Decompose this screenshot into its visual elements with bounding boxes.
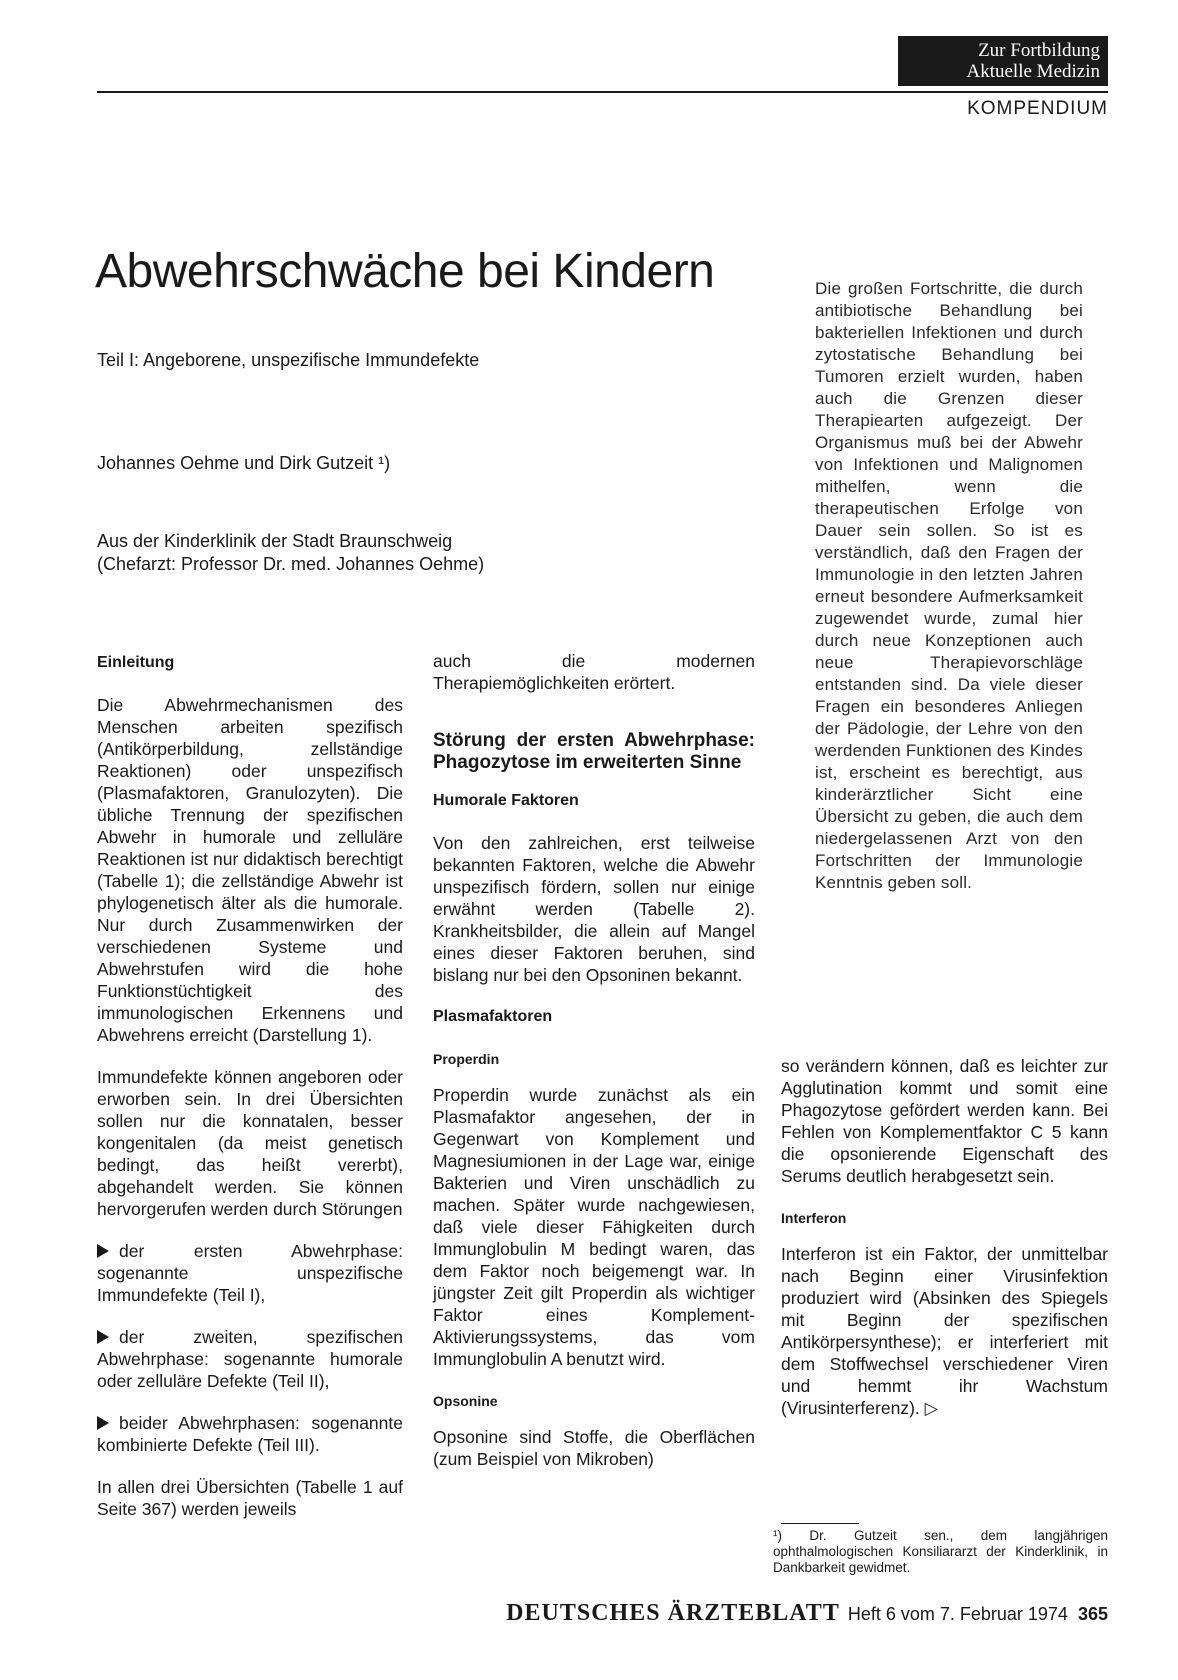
paragraph: Die Abwehrmechanismen des Menschen arbeiten spezifisch (Antikörperbildung, zellständige Reaktionen) oder unspezifisch (Plasmafaktoren, Granulozyten). Die übliche Trennung der spezifischen Abwehr in humorale und zelluläre Reaktionen ist nur didaktisch berechtigt (Tabelle 1); die zellständige Abwehr ist phylogenetisch älter als die humorale. Nur durch Zusammenwirken der verschiedenen Systeme und Abwehrstufen wird die hohe Funktionstüchtigkeit des immunologischen Erkennens und Abwehrens erreicht (Darstellung 1). [97, 695, 403, 1045]
paragraph: auch die modernen Therapiemöglichkeiten erörtert. [433, 651, 755, 693]
list-item [97, 1240, 403, 1306]
page-footer [468, 1600, 1108, 1627]
paragraph: Properdin wurde zunächst als ein Plasmafaktor angesehen, der in Gegenwart von Komplement und Magnesiumionen in der Lage war, einige Bakterien und Viren unschädlich zu machen. Später wurde nachgewiesen, daß viele dieser Fähigkeiten durch Immunglobulin M bedingt waren, das dem Faktor noch beigemengt war. In jüngster Zeit gilt Properdin als wichtiger Faktor eines Komplement-Aktivierungssystems, das vom Immunglobulin A benutzt wird. [433, 1085, 755, 1369]
issue-info: Heft 6 vom 7. Februar 1974 [847, 1604, 1068, 1624]
article-authors: Johannes Oehme und Dirk Gutzeit ¹) [97, 453, 391, 473]
article-title: Abwehrschwäche bei Kindern [95, 245, 715, 298]
heading-einleitung: Einleitung [97, 654, 175, 671]
article-affiliation [97, 530, 484, 576]
paragraph: Immundefekte können angeboren oder erworben sein. In drei Übersichten sollen nur die konnatalen, besser kongenitalen (da meist genetisch bedingt, das heißt vererbt), abgehandelt werden. Sie können hervorgerufen werden durch Störungen [97, 1067, 403, 1219]
article-subtitle: Teil I: Angeborene, unspezifische Immundefekte [97, 350, 480, 370]
heading-stoerung: Störung der ersten Abwehrphase: Phagozytose im erweiterten Sinne [433, 730, 755, 773]
list-item [97, 1412, 403, 1456]
section-badge [898, 36, 1108, 86]
badge-line-1: Zur Fortbildung [978, 40, 1100, 61]
paragraph [781, 1243, 1108, 1419]
heading-plasmafaktoren: Plasmafaktoren [433, 1008, 553, 1025]
continue-arrow-icon: ▷ [924, 1398, 939, 1418]
section-label: KOMPENDIUM [967, 98, 1108, 119]
paragraph: Opsonine sind Stoffe, die Oberflächen (zum Beispiel von Mikroben) [433, 1427, 755, 1469]
column-2 [433, 650, 755, 1490]
footnote: ¹) Dr. Gutzeit sen., dem langjährigen ophthalmologischen Konsiliararzt der Kinderklinik, in Dankbarkeit gewidmet. [773, 1528, 1108, 1575]
paragraph-text: Interferon ist ein Faktor, der unmittelbar nach Beginn einer Virusinfektion produziert wird (Absinken des Spiegels mit Beginn der spezifischen Antikörpersynthese); er interferiert mit dem Stoffwechsel verschiedener Viren und hemmt ihr Wachstum (Virusinterferenz). [781, 1244, 1108, 1418]
footnote-rule [781, 1523, 859, 1524]
triangle-bullet-icon [97, 1330, 109, 1344]
header-rule [97, 91, 1108, 93]
paragraph: so verändern können, daß es leichter zur Agglutination kommt und somit eine Phagozytose gefördert werden kann. Bei Fehlen von Komplementfaktor C 5 kann die opsonierende Eigenschaft des Serums deutlich herabgesetzt sein. [781, 1056, 1108, 1186]
journal-name: DEUTSCHES ÄRZTEBLATT [506, 1600, 840, 1626]
triangle-bullet-icon [97, 1244, 109, 1258]
heading-properdin: Properdin [433, 1051, 500, 1067]
affiliation-line-2: (Chefarzt: Professor Dr. med. Johannes Oehme) [97, 554, 485, 574]
affiliation-line-1: Aus der Kinderklinik der Stadt Braunschweig [97, 531, 453, 551]
paragraph: In allen drei Übersichten (Tabelle 1 auf Seite 367) werden jeweils [97, 1477, 403, 1519]
column-3 [781, 1055, 1108, 1439]
paragraph: Von den zahlreichen, erst teilweise bekannten Faktoren, welche die Abwehr unspezifisch fördern, sollen nur einige erwähnt werden (Tabelle 2). Krankheitsbilder, die allein auf Mangel eines dieser Faktoren beruhen, sind bislang nur bei den Opsoninen bekannt. [433, 833, 755, 985]
heading-opsonine: Opsonine [433, 1393, 498, 1409]
list-item [97, 1326, 403, 1392]
list-item-text: der zweiten, spezifischen Abwehrphase: sogenannte humorale oder zelluläre Defekte (Teil II), [97, 1327, 403, 1391]
intro-abstract: Die großen Fortschritte, die durch antibiotische Behandlung bei bakteriellen Infektionen und durch zytostatische Behandlung bei Tumoren erzielt wurden, haben auch die Grenzen dieser Therapiearten aufgezeigt. Der Organismus muß bei der Abwehr von Infektionen und Malignomen mithelfen, wenn die therapeutischen Erfolge von Dauer sein sollen. So ist es verständlich, daß den Fragen der Immunologie in den letzten Jahren erneut besondere Aufmerksamkeit zugewendet wurde, zumal hier durch neue Konzeptionen auch neue Therapievorschläge entstanden sind. Da viele dieser Fragen ein besonderes Anliegen der Pädologie, der Lehre von den werdenden Funktionen des Kindes ist, erscheint es berechtigt, aus kinderärztlicher Sicht eine Übersicht zu geben, die auch dem niedergelassenen Arzt von den Fortschritten der Immunologie Kenntnis geben soll. [815, 279, 1083, 892]
heading-humorale-faktoren: Humorale Faktoren [433, 792, 579, 809]
list-item-text: beider Abwehrphasen: sogenannte kombinierte Defekte (Teil III). [97, 1413, 403, 1455]
page-number: 365 [1077, 1604, 1108, 1624]
badge-line-2: Aktuelle Medizin [966, 61, 1100, 82]
heading-interferon: Interferon [781, 1210, 847, 1226]
list-item-text: der ersten Abwehrphase: sogenannte unspezifische Immundefekte (Teil I), [97, 1241, 403, 1305]
triangle-bullet-icon [97, 1416, 109, 1430]
column-1 [97, 652, 403, 1540]
